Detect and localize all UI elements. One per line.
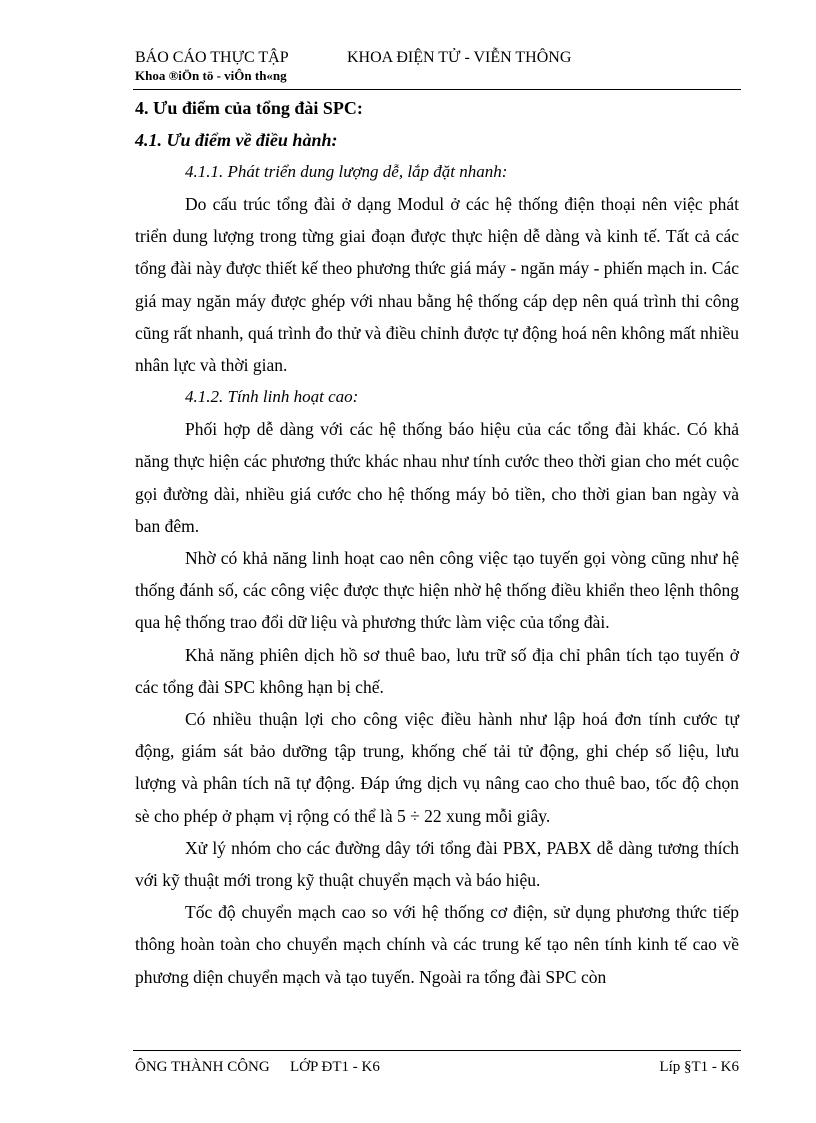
paragraph: Xử lý nhóm cho các đường dây tới tổng đài PBX, PABX dễ dàng tương thích với kỹ thuật mới trong kỹ thuật chuyển mạch và báo hiệu. <box>135 837 739 891</box>
paragraph: Phối hợp dễ dàng với các hệ thống báo hiệu của các tổng đài khác. Có khả năng thực hiện các phương thức khác nhau như tính cước theo thời gian cho mét cuộc gọi đường dài, nhiều giá cước cho hệ thống máy bỏ tiền, cho thời gian ban ngày và ban đêm. <box>135 419 739 536</box>
faculty-subline: Khoa ®iÖn tö - viÔn th«ng <box>135 68 287 83</box>
page-header <box>135 48 741 84</box>
paragraph: Có nhiều thuận lợi cho công việc điều hành như lập hoá đơn tính cước tự động, giám sát bảo dưỡng tập trung, khống chế tải tử động, ghi chép số liệu, lưu lượng và phân tích nã tự động. Đáp ứng dịch vụ nâng cao cho thuê bao, tốc độ chọn sè cho phép ở phạm vị rộng có thể là 5 ÷ 22 xung mỗi giây. <box>135 709 739 826</box>
paragraph: Do cấu trúc tổng đài ở dạng Modul ở các hệ thống điện thoại nên việc phát triển dung lượng trong từng giai đoạn được thực hiện dễ dàng và kinh tế. Tất cả các tổng đài này được thiết kế theo phương thức giá máy - ngăn máy - phiến mạch in. Các giá may ngăn máy được ghép với nhau bằng hệ thống cáp dẹp nên quá trình thi công cũng rất nhanh, quá trình đo thử và điều chỉnh được tự động hoá nên không mất nhiều nhân lực và thời gian. <box>135 194 739 376</box>
header-divider <box>133 89 741 90</box>
paragraph: Khả năng phiên dịch hồ sơ thuê bao, lưu trữ số địa chỉ phân tích tạo tuyến ở các tổng đài SPC không hạn bị chế. <box>135 644 739 697</box>
paragraph: Nhờ có khả năng linh hoạt cao nên công việc tạo tuyến gọi vòng cũng như hệ thống đánh số, các công việc được thực hiện nhờ hệ thống điều khiển theo lệnh thông qua hệ thống trao đổi dữ liệu và phương thức làm việc của tổng đài. <box>135 548 739 633</box>
footer-class: LỚP ĐT1 - K6 <box>290 1059 380 1075</box>
footer-divider <box>133 1050 741 1051</box>
header-titles <box>135 48 741 68</box>
faculty-title: KHOA ĐIỆN TỬ - VIỄN THÔNG <box>347 49 572 66</box>
page-footer <box>135 1057 739 1077</box>
footer-author: ÔNG THÀNH CÔNG <box>135 1059 270 1075</box>
footer-class-right: Líp §T1 - K6 <box>659 1059 739 1075</box>
page-body <box>135 92 739 993</box>
section-subheading: 4.1. Ưu điểm về điều hành: <box>135 130 338 150</box>
report-title: BÁO CÁO THỰC TẬP <box>135 49 289 66</box>
section-heading: 4. Ưu điểm của tổng đài SPC: <box>135 98 363 118</box>
subsection-title-4-1-1: 4.1.1. Phát triển dung lượng dễ, lắp đặt nhanh: <box>185 162 508 181</box>
subsection-title-4-1-2: 4.1.2. Tính linh hoạt cao: <box>185 387 359 407</box>
paragraph: Tốc độ chuyển mạch cao so với hệ thống cơ điện, sử dụng phương thức tiếp thông hoàn toàn cho chuyển mạch chính và các trung kế tạo nên tính kinh tế cao về phương diện chuyển mạch và tạo tuyến. Ngoài ra tổng đài SPC còn <box>135 902 739 987</box>
